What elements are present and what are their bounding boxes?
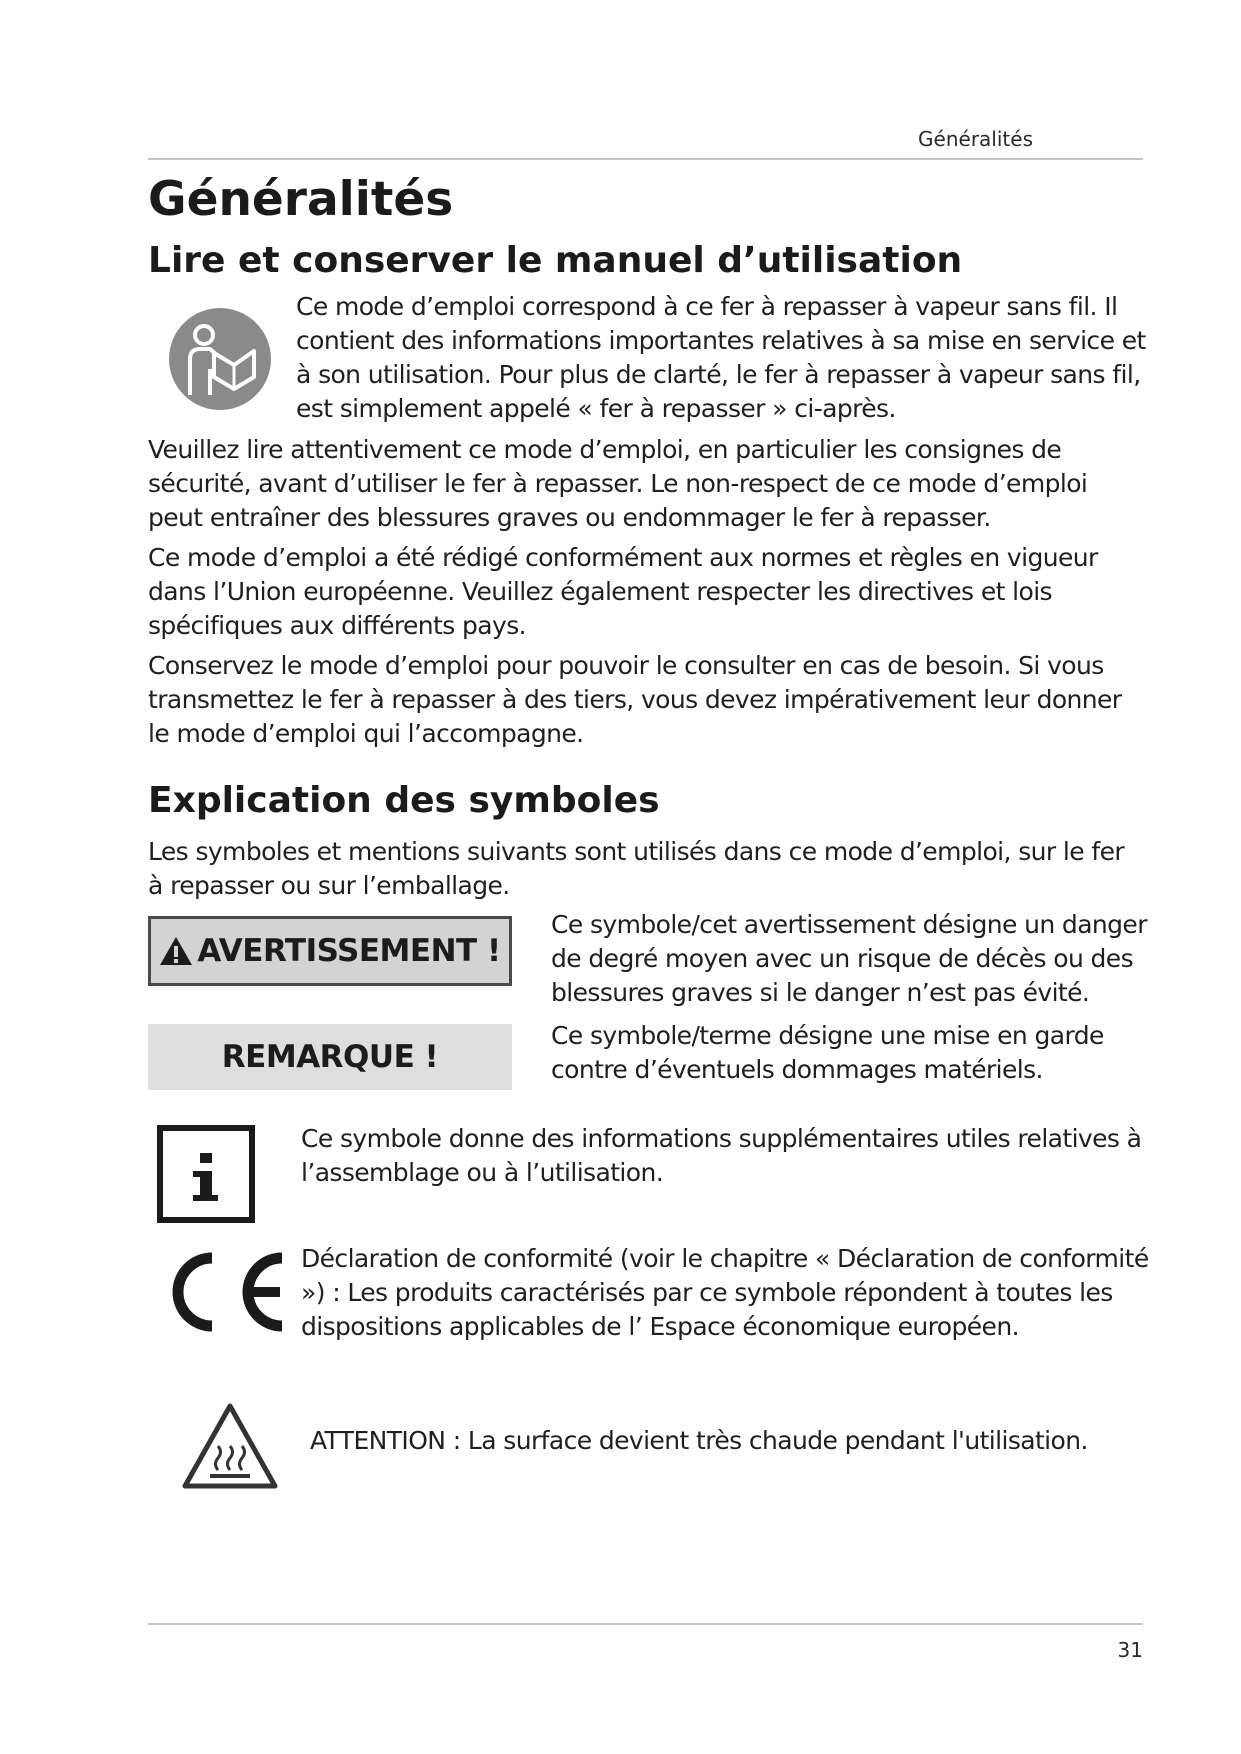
note-label-box xyxy=(148,1024,512,1090)
read-intro-text: Ce mode d’emploi correspond à ce fer à repasser à vapeur sans fil. Il contient des informations importantes relatives à sa mise en service et à son utilisation. Pour plus de clarté, le fer à repasser à vapeur sans fil, est simplement appelé « fer à repasser » ci-après. xyxy=(296,292,1146,423)
read-section-heading: Lire et conserver le manuel d’utilisation xyxy=(148,240,963,281)
hot-surface-icon xyxy=(180,1400,280,1492)
symbols-section-heading: Explication des symboles xyxy=(148,780,660,821)
info-description: Ce symbole donne des informations supplémentaires utiles relatives à l’assemblage ou à l’utilisation. xyxy=(301,1124,1142,1187)
header-rule xyxy=(148,158,1143,160)
footer-rule xyxy=(148,1623,1143,1625)
page-number: 31 xyxy=(1117,1638,1143,1662)
reading-manual-icon xyxy=(168,307,272,411)
page-title: Généralités xyxy=(148,172,454,227)
warning-label-box xyxy=(148,916,512,986)
info-icon xyxy=(157,1125,255,1223)
note-description: Ce symbole/terme désigne une mise en garde contre d’éventuels dommages matériels. xyxy=(551,1021,1104,1084)
ce-description: Déclaration de conformité (voir le chapitre « Déclaration de conformité ») : Les produits caractérisés par ce symbole répondent à toutes les dispositions applicables de l’ Espace économique européen. xyxy=(301,1244,1149,1341)
symbols-intro-text: Les symboles et mentions suivants sont utilisés dans ce mode d’emploi, sur le fer à repasser ou sur l’emballage. xyxy=(148,837,1125,900)
note-label: REMARQUE ! xyxy=(221,1039,439,1075)
hot-surface-description: ATTENTION : La surface devient très chaude pendant l'utilisation. xyxy=(310,1426,1088,1455)
warning-label: AVERTISSEMENT ! xyxy=(197,933,501,969)
read-paragraph-2: Ce mode d’emploi a été rédigé conformément aux normes et règles en vigueur dans l’Union européenne. Veuillez également respecter les directives et lois spécifiques aux différents pays. xyxy=(148,543,1098,640)
warning-triangle-icon xyxy=(159,936,193,966)
read-paragraph-3: Conservez le mode d’emploi pour pouvoir le consulter en cas de besoin. Si vous transmettez le fer à repasser à des tiers, vous devez impérativement leur donner le mode d’emploi qui l’accompagne. xyxy=(148,651,1122,748)
ce-mark-icon xyxy=(170,1250,288,1334)
warning-description: Ce symbole/cet avertissement désigne un danger de degré moyen avec un risque de décès ou des blessures graves si le danger n’est pas évité. xyxy=(551,910,1147,1007)
read-paragraph-1: Veuillez lire attentivement ce mode d’emploi, en particulier les consignes de sécurité, avant d’utiliser le fer à repasser. Le non-respect de ce mode d’emploi peut entraîner des blessures graves ou endommager le fer à repasser. xyxy=(148,435,1088,532)
header-section-label: Généralités xyxy=(918,127,1033,151)
